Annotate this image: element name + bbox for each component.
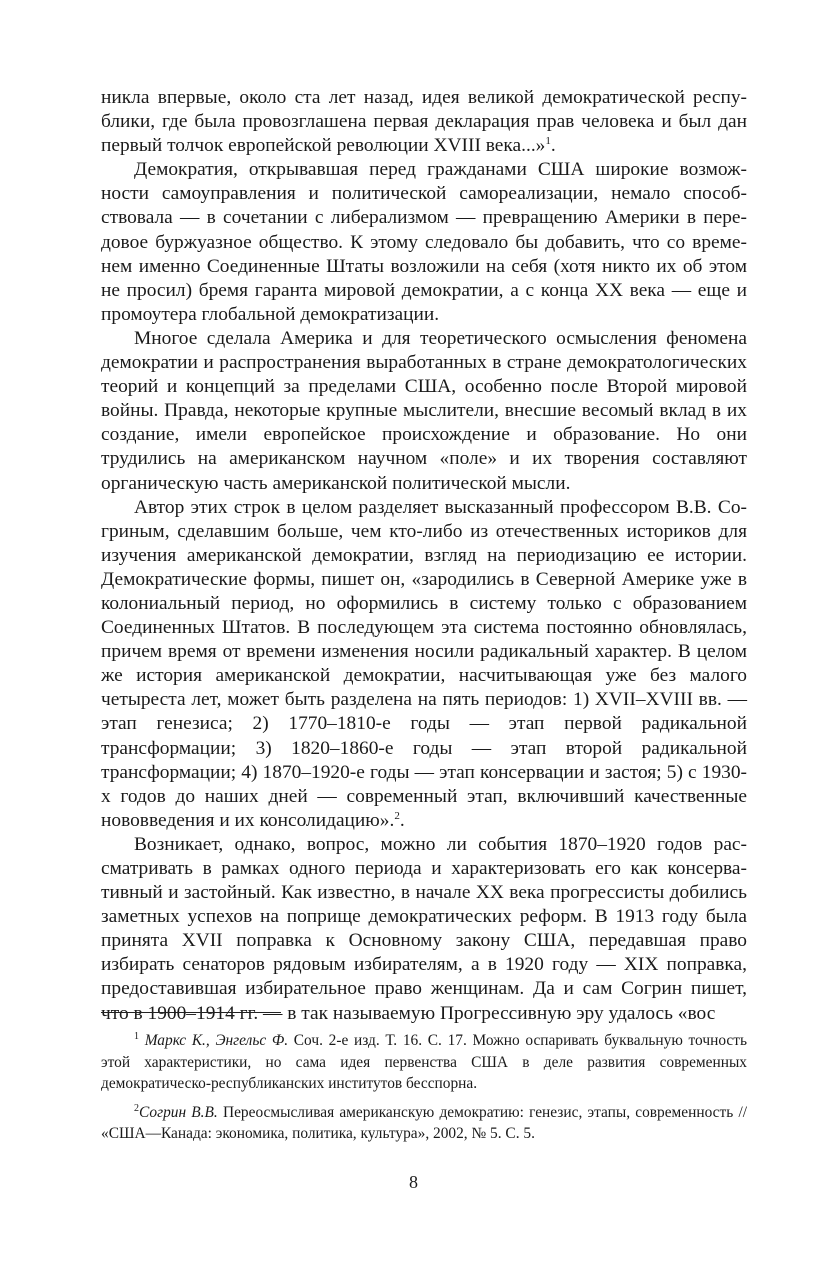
footnote-divider	[101, 1012, 281, 1013]
paragraph-2: Демократия, открывавшая перед гражданами США широкие возможности самоуправления и политической самореализации, немало способствовала — в сочетании с либерализмом — превращению Америки в передовое буржуазное общество. К этому следовало бы добавить, что со временем именно Соединенные Штаты возложили на себя (хотя никто их об этом не просил) бремя гаранта мировой демократии, а с конца XX века — еще и промоутера глобальной демократизации.	[101, 159, 747, 325]
page-number: 8	[409, 1172, 418, 1192]
main-text	[101, 86, 747, 1026]
paragraph-3: Многое сделала Америка и для теоретического осмысления феномена демократии и распространения выработанных в стране демократологических теорий и концепций за пределами США, особенно после Второй мировой войны. Правда, некоторые крупные мыслители, внесшие весомый вклад в их создание, имели европейское происхождение и образование. Но они трудились на американском научном «поле» и их творения составляют органическую часть американской политической мысли.	[101, 327, 747, 494]
footnotes	[101, 1030, 747, 1152]
footnote-number: 2	[134, 1102, 139, 1114]
footnote-1: $^1$ Маркс К., Энгельс Ф. Соч. 2-е изд. Т. 16. С. 17. Можно оспаривать буквальную точность этой характеристики, но сама идея первенства США в деле развития современных демократическо-республиканских институтов бесспорна.	[101, 1031, 747, 1092]
paragraph-4: Автор этих строк в целом разделяет высказанный профессором В.В. Согриным, сделавшим больше, чем кто-либо из отечественных историков для изучения американской демократии, взгляд на периодизацию ее истории. Демократические формы, пишет он, «зародились в Северной Америке уже в колониальный период, но оформились в систему только с образованием Соединенных Штатов. В последующем эта система постоянно обновлялась, причем время от времени изменения носили радикальный характер. В целом же история американской демократии, насчитывающая уже без малого четыреста лет, может быть разделена на пять периодов: 1) XVII–XVIII вв. — этап генезиса; 2) 1770–1810-е годы — этап первой радикальной трансформации; 3) 1820–1860-е годы — этап второй радикальной трансформации; 4) 1870–1920-е годы — этап консервации и застоя; 5) с 1930-х годов до наших дней — современный этап, включивший качественные нововведения и их консолидацию».$^2$.	[101, 496, 747, 831]
footnote-ref-2: 2	[394, 809, 400, 822]
footnote-number: 1	[134, 1031, 139, 1042]
footnote-2: $^2$Согрин В.В. Переосмысливая американскую демократию: генезис, этапы, современность // «США—Канада: экономика, политика, культура», 2002, № 5. С. 5.	[101, 1102, 747, 1142]
paragraph-5: Возникает, однако, вопрос, можно ли события 1870–1920 годов рассматривать в рамках одного периода и характеризовать его как консервативный и застойный. Как известно, в начале XX века прогрессисты добились заметных успехов на поприще демократических реформ. В 1913 году была принята XVII поправка к Основному закону США, передавшая право избирать сенаторов рядовым избирателям, а в 1920 году — XIX поправка, предоставившая избирательное право женщинам. Да и сам Согрин пишет, что в 1900–1914 гг. — в так называемую Прогрессивную эру удалось «вос	[101, 833, 747, 1024]
paragraph-1: никла впервые, около ста лет назад, идея великой демократической республики, где была провозглашена первая декларация прав человека и был дан первый толчок европейской революции XVIII века...»$^1$.	[101, 87, 747, 157]
footnote-author: Маркс К., Энгельс Ф.	[144, 1032, 289, 1049]
footnote-ref-1: 1	[545, 135, 551, 148]
footnote-author: Согрин В.В.	[139, 1103, 218, 1121]
